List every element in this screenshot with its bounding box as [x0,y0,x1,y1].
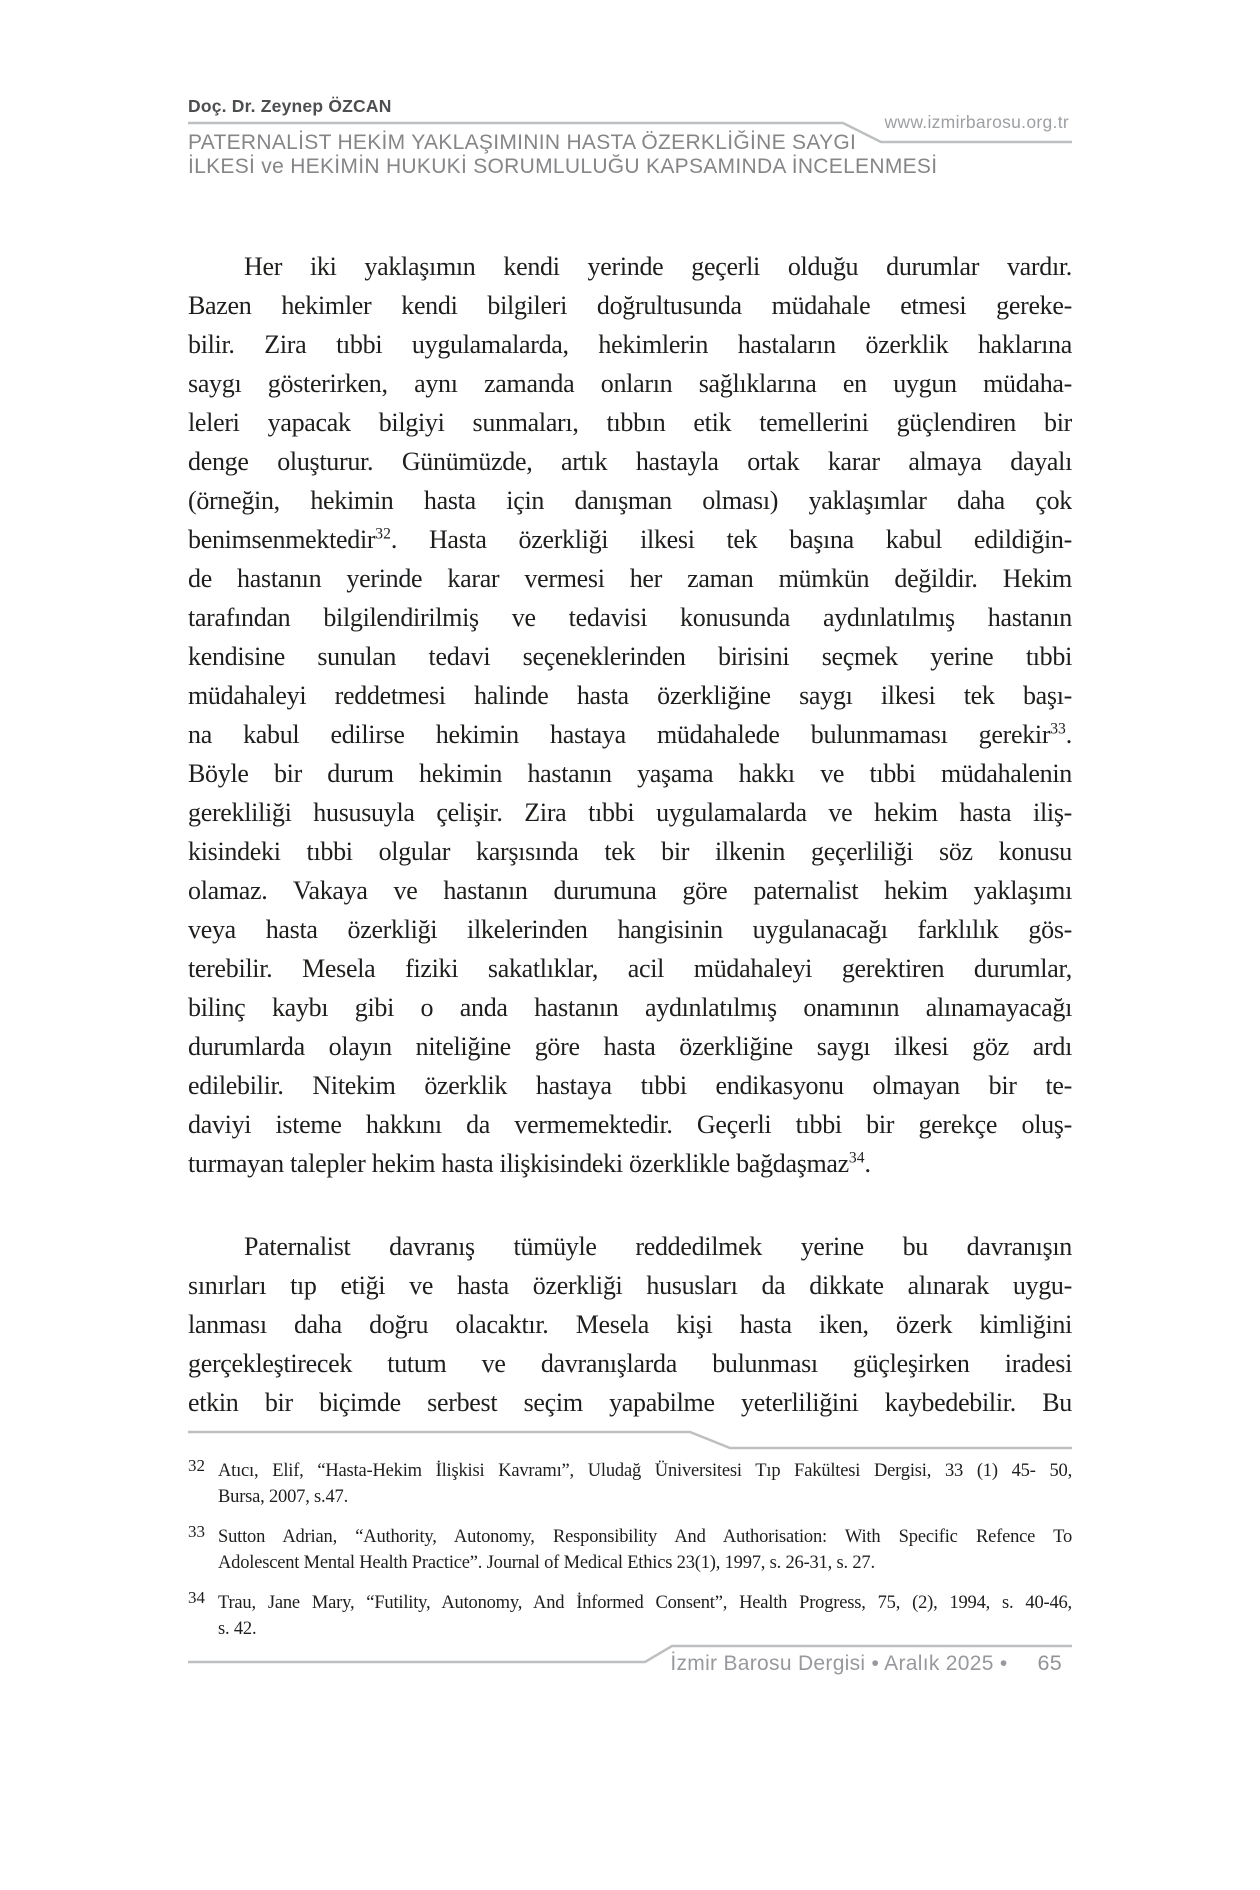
body-line: etkin bir biçimde serbest seçim yapabilme yeterliliğini kaybedebilir. Bu [188,1388,1072,1417]
body-line: daviyi isteme hakkını da vermemektedir. Geçerli tıbbi bir gerekçe oluş- [188,1110,1072,1139]
body-line: müdahaleyi reddetmesi halinde hasta özerkliğine saygı ilkesi tek başı- [188,681,1072,710]
body-line: gerekliliği hususuyla çelişir. Zira tıbbi uygulamalarda ve hekim hasta iliş- [188,798,1072,827]
body-line: bilir. Zira tıbbi uygulamalarda, hekimlerin hastaların özerklik haklarına [188,330,1072,359]
body-line: de hastanın yerinde karar vermesi her zaman mümkün değildir. Hekim [188,564,1072,593]
footnote [188,1458,1072,1510]
body-line: kisindeki tıbbi olgular karşısında tek bir ilkenin geçerliliği söz konusu [188,837,1072,866]
footnote-line: Atıcı, Elif, “Hasta-Hekim İlişkisi Kavramı”, Uludağ Üniversitesi Tıp Fakültesi Dergisi, 33 (1) 45- 50, [218,1461,1072,1481]
body-line: lanması daha doğru olacaktır. Mesela kişi hasta iken, özerk kimliğini [188,1310,1072,1339]
footnote-line: Bursa, 2007, s.47. [218,1487,349,1507]
author-name: Doç. Dr. Zeynep ÖZCAN [188,96,392,116]
footnote-ref: 32 [375,525,391,543]
footnote-line: Adolescent Mental Health Practice”. Journal of Medical Ethics 23(1), 1997, s. 26-31, s. 27. [218,1553,875,1573]
article-title-line2: İLKESİ ve HEKİMİN HUKUKİ SORUMLULUĞU KAPSAMINDA İNCELENMESİ [188,154,938,178]
page-footer [188,1651,1072,1676]
body-line: edilebilir. Nitekim özerklik hastaya tıbbi endikasyonu olmayan bir te- [188,1071,1072,1100]
body-line: terebilir. Mesela fiziki sakatlıklar, acil müdahaleyi gerektiren durumlar, [188,954,1072,983]
body-line: sınırları tıp etiği ve hasta özerkliği hususları da dikkate alınarak uygu- [188,1271,1072,1300]
body-line: Her iki yaklaşımın kendi yerinde geçerli olduğu durumlar vardır. [244,252,1072,281]
body-line: na kabul edilirse hekimin hastaya müdahalede bulunmaması gerekir$^{33}$. [188,720,1072,749]
body-line: denge oluşturur. Günümüzde, artık hastayla ortak karar almaya dayalı [188,447,1072,476]
footnote-line: Trau, Jane Mary, “Futility, Autonomy, And İnformed Consent”, Health Progress, 75, (2), 1994, s. 40-46, [218,1593,1072,1613]
journal-name: İzmir Barosu Dergisi • Aralık 2025 • [670,1652,1008,1675]
body-line: olamaz. Vakaya ve hastanın durumuna göre paternalist hekim yaklaşımı [188,876,1072,905]
body-line: (örneğin, hekimin hasta için danışman olması) yaklaşımlar daha çok [188,486,1072,515]
body-line: kendisine sunulan tedavi seçeneklerinden birisini seçmek yerine tıbbi [188,642,1072,671]
body-line: veya hasta özerkliği ilkelerinden hangisinin uygulanacağı farklılık gös- [188,915,1072,944]
footnote-line: Sutton Adrian, “Authority, Autonomy, Responsibility And Authorisation: With Specific Refence To [218,1527,1072,1547]
website-url: www.izmirbarosu.org.tr [884,112,1069,132]
body-line: tarafından bilgilendirilmiş ve tedavisi konusunda aydınlatılmış hastanın [188,603,1072,632]
body-line: saygı gösterirken, aynı zamanda onların sağlıklarına en uygun müdaha- [188,369,1072,398]
body-line: gerçekleştirecek tutum ve davranışlarda bulunması güçleşirken iradesi [188,1349,1072,1378]
footnote-ref: 33 [1050,720,1066,738]
page-number: 65 [1037,1651,1062,1675]
body-line: Bazen hekimler kendi bilgileri doğrultusunda müdahale etmesi gereke- [188,291,1072,320]
footnote [188,1590,1072,1642]
footnotes-section [188,1458,1072,1656]
footnote-number: 34 [188,1588,205,1607]
footnote-number: 32 [188,1456,205,1475]
body-line: turmayan talepler hekim hasta ilişkisindeki özerklikle bağdaşmaz$^{34}$. [188,1149,871,1178]
body-line: leleri yapacak bilgiyi sunmaları, tıbbın etik temellerini güçlendiren bir [188,408,1072,437]
body-line: Paternalist davranış tümüyle reddedilmek yerine bu davranışın [244,1232,1072,1261]
footnote-ref: 34 [848,1149,865,1167]
body-line: durumlarda olayın niteliğine göre hasta özerkliğine saygı ilkesi göz ardı [188,1032,1072,1061]
body-line: bilinç kaybı gibi o anda hastanın aydınlatılmış onamının alınamayacağı [188,993,1072,1022]
body-line: benimsenmektedir$^{32}$. Hasta özerkliği ilkesi tek başına kabul edildiğin- [188,525,1072,554]
body-line: Böyle bir durum hekimin hastanın yaşama hakkı ve tıbbi müdahalenin [188,759,1072,788]
footnote [188,1524,1072,1576]
footnote-line: s. 42. [218,1619,257,1639]
footnote-separator-line [188,1432,1072,1448]
article-title-line1: PATERNALİST HEKİM YAKLAŞIMININ HASTA ÖZERKLİĞİNE SAYGI [188,131,857,154]
paragraph [188,1227,1072,1422]
footnote-number: 33 [188,1522,205,1541]
article-title [188,131,1128,178]
article-body [188,247,1072,1422]
paragraph [188,247,1072,1183]
